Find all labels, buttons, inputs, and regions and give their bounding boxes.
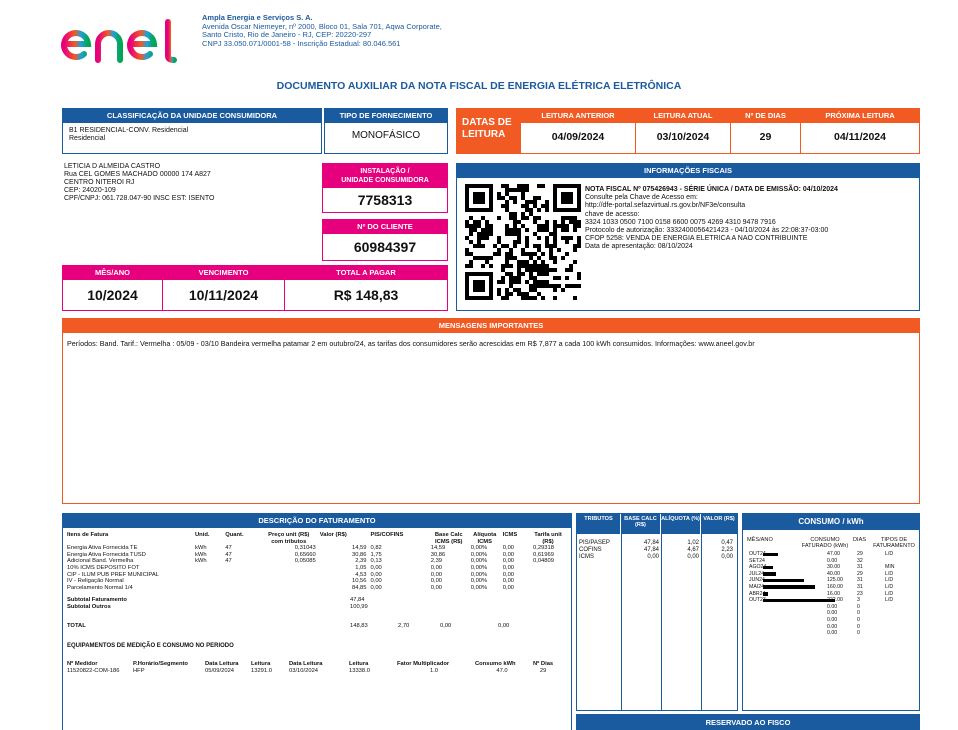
col-base-icms: Base Calc ICMS (R$) xyxy=(434,532,463,545)
due-date-value: 10/11/2024 xyxy=(188,287,259,303)
consumption-row xyxy=(743,624,919,631)
invoice-table-header xyxy=(65,532,565,545)
subtotal-billing-value: 47,84 xyxy=(350,597,365,604)
consumption-kwh: 222.00 xyxy=(827,597,843,604)
consumption-row xyxy=(743,558,919,565)
table-cell: 14,59 xyxy=(351,545,367,552)
equip-col-reading2: Leitura xyxy=(349,661,369,668)
due-date-label: VENCIMENTO xyxy=(163,266,284,280)
table-cell: 0,65660 xyxy=(294,551,316,558)
consumption-cols xyxy=(743,537,919,549)
table-cell: 0,00 xyxy=(370,584,382,591)
table-cell: 0,00 xyxy=(502,564,515,571)
consumption-body xyxy=(743,551,919,637)
previous-reading-value: 04/09/2024 xyxy=(551,131,605,143)
subtotal-others-value: 100,99 xyxy=(350,603,368,610)
consumption-kwh: 40.00 xyxy=(827,570,840,577)
company-info xyxy=(202,14,442,48)
table-row xyxy=(65,572,565,579)
table-cell xyxy=(531,565,565,572)
equip-reading2: 13338.0 xyxy=(349,667,370,674)
total-to-pay xyxy=(285,266,447,310)
tax-cell: ICMS xyxy=(579,554,594,560)
table-cell: 0,82 xyxy=(370,545,382,552)
current-reading-label: LEITURA ATUAL xyxy=(636,109,730,123)
table-cell: 0,00 xyxy=(502,545,515,552)
table-cell xyxy=(193,565,223,572)
fiscal-info-box xyxy=(456,163,920,311)
enel-logo xyxy=(60,16,190,64)
billing-month xyxy=(63,266,163,310)
classification-box xyxy=(62,108,322,154)
equip-reading1: 13291.0 xyxy=(251,667,272,674)
table-cell: 0,00 xyxy=(502,551,515,558)
billing-box xyxy=(62,265,448,311)
consumption-bar xyxy=(763,572,776,576)
table-cell: kWh xyxy=(195,551,207,558)
tax-col-value: VALOR (R$) xyxy=(703,516,735,522)
consumption-days: 29 xyxy=(857,570,863,577)
equip-col-days: Nº Dias xyxy=(533,661,554,668)
consumption-kwh: 0.00 xyxy=(827,616,838,623)
consumption-kwh: 0.00 xyxy=(827,623,838,630)
table-cell: 0,00 xyxy=(502,558,515,565)
equip-col-consumption: Consumo kWh xyxy=(475,661,516,668)
consumption-kwh: 125.00 xyxy=(827,577,843,584)
table-cell: Parcelamento Normal 1/4 xyxy=(67,584,133,591)
consumption-row xyxy=(743,551,919,558)
consumption-days: 29 xyxy=(857,551,863,557)
subtotal-others-label: Subtotal Outros xyxy=(67,603,111,610)
tax-cell: 0,47 xyxy=(721,540,733,546)
client-box xyxy=(322,219,448,261)
consumption-days: 23 xyxy=(857,590,863,597)
table-cell: Adicional Band. Vermelha xyxy=(67,558,134,565)
fiscal-info-header: INFORMAÇÕES FISCAIS xyxy=(457,164,919,178)
subtotal-others-row xyxy=(65,604,565,611)
customer-document: CPF/CNPJ: 061.728.047-90 INSC EST: ISENTO xyxy=(64,195,215,202)
table-cell xyxy=(260,572,318,579)
consumption-month: AGO24 xyxy=(749,564,767,571)
customer-cep: CEP: 24020-109 xyxy=(64,187,116,194)
table-cell: 1,05 xyxy=(355,564,367,571)
equipment-row xyxy=(65,668,555,675)
consumption-days: 0 xyxy=(857,623,860,630)
tax-col-name: TRIBUTOS xyxy=(577,514,621,534)
consumption-col-days: DIAS xyxy=(853,537,867,543)
tax-cell: COFINS xyxy=(579,547,602,553)
fiscal-access-key: 3324 1033 0500 7100 0158 6600 0075 4269 4310 9478 7916 xyxy=(585,218,776,226)
table-cell xyxy=(531,585,565,592)
invoice-total-icms: 0,00 xyxy=(498,622,510,629)
table-cell: 47 xyxy=(225,545,232,552)
table-cell: 0,29318 xyxy=(533,545,554,552)
table-cell xyxy=(193,585,223,592)
tax-col-rate: ALÍQUOTA (%) xyxy=(661,514,701,534)
invoice-total-base: 0,00 xyxy=(440,622,452,629)
supply-type-value: MONOFÁSICO xyxy=(351,130,421,141)
client-header: Nº DO CLIENTE xyxy=(323,220,447,234)
equip-date2: 03/10/2024 xyxy=(289,667,319,674)
consumption-kwh: 0.00 xyxy=(827,557,838,564)
consumption-row xyxy=(743,630,919,637)
consumption-row xyxy=(743,610,919,617)
table-cell: Energia Ativa Fornecida TUSD xyxy=(67,551,146,558)
supply-type-header: TIPO DE FORNECIMENTO xyxy=(325,109,447,123)
table-cell: 0,00 xyxy=(430,584,443,591)
equip-col-reading1: Leitura xyxy=(251,661,271,668)
consumption-days: 31 xyxy=(857,583,863,590)
customer-street: Rua CEL GOMES MACHADO 00000 174 A827 xyxy=(64,171,211,178)
table-cell xyxy=(223,578,260,585)
tax-cell: 2,23 xyxy=(721,547,733,553)
consumption-kwh: 16.00 xyxy=(827,590,840,597)
consumption-days: 31 xyxy=(857,564,863,571)
table-cell: 0,00% xyxy=(470,571,488,578)
equip-col-segment: P.Horário/Segmento xyxy=(133,661,188,668)
col-unit: Unid. xyxy=(195,532,210,538)
col-unit-price: Preço unit (R$) com tributos xyxy=(268,532,310,545)
tax-cell: 0,00 xyxy=(687,554,699,560)
reading-label-1: DATAS DE xyxy=(462,117,512,128)
classification-header: CLASSIFICAÇÃO DA UNIDADE CONSUMIDORA xyxy=(63,109,321,123)
messages-text: Períodos: Band. Tarif.: Vermelha : 05/09 - 03/10 Bandeira vermelha patamar 2 em outubro/24, as tarifas dos consumidores serão acrescidas em R$ 7,877 a cada 100 kWh consumidos. Informações: www.aneel.gov.br xyxy=(67,339,755,348)
table-cell xyxy=(260,565,318,572)
table-cell: 30,86 xyxy=(430,551,446,558)
equip-col-factor: Fator Multiplicador xyxy=(397,661,450,668)
messages-header: MENSAGENS IMPORTANTES xyxy=(63,319,919,333)
reserved-box xyxy=(576,714,920,730)
table-cell: 0,04809 xyxy=(533,558,554,565)
table-cell: 47 xyxy=(225,551,232,558)
equip-col-date1: Data Leitura xyxy=(205,661,239,668)
consumption-days: 0 xyxy=(857,616,860,623)
customer-name: LETICIA D ALMEIDA CASTRO xyxy=(64,163,161,170)
table-cell xyxy=(193,572,223,579)
consumption-type: MIN xyxy=(885,564,895,571)
invoice-total-row xyxy=(65,623,565,630)
table-cell xyxy=(260,585,318,592)
consumption-col-kwh: CONSUMO FATURADO (kWh) xyxy=(801,537,849,549)
col-pis-cofins: PIS/COFINS xyxy=(370,532,404,538)
table-cell: 0,13 xyxy=(370,558,382,565)
table-cell: 0,00 xyxy=(502,578,515,585)
table-cell: 0,00 xyxy=(430,571,443,578)
invoice-total-pis: 2,70 xyxy=(398,622,410,629)
subtotal-billing-label: Subtotal Faturamento xyxy=(67,597,127,604)
tax-cell: 0,00 xyxy=(647,554,659,560)
current-reading xyxy=(636,109,731,153)
table-cell: 0,00% xyxy=(470,584,488,591)
consumption-days: 0 xyxy=(857,630,860,637)
col-items: Itens de Fatura xyxy=(67,532,109,538)
table-cell: IV - Religação Normal xyxy=(67,578,124,585)
total-to-pay-label: TOTAL A PAGAR xyxy=(285,266,447,280)
fiscal-line-3: chave de acesso: xyxy=(585,210,640,218)
table-cell: kWh xyxy=(195,558,207,565)
messages-box xyxy=(62,318,920,504)
installation-label-2: UNIDADE CONSUMIDORA xyxy=(341,177,429,184)
consumption-kwh: 47.00 xyxy=(827,551,840,557)
total-to-pay-value: R$ 148,83 xyxy=(333,287,399,303)
col-tariff: Tarifa unit (R$) xyxy=(534,532,562,545)
fiscal-presentation-date: Data de apresentação: 08/10/2024 xyxy=(585,243,693,251)
table-cell: 84,85 xyxy=(351,584,367,591)
consumption-bar xyxy=(763,599,835,603)
invoice-total xyxy=(65,623,565,630)
classification-line-1: B1 RESIDENCIAL-CONV. Residencial xyxy=(69,127,189,134)
table-cell: 2,39 xyxy=(355,558,367,565)
consumption-month: JUN24 xyxy=(749,577,765,584)
table-cell xyxy=(223,585,260,592)
table-cell: 0,00 xyxy=(430,564,443,571)
consumption-bar xyxy=(763,579,804,583)
invoice-table xyxy=(65,532,565,591)
tax-cell: 47,84 xyxy=(643,540,659,546)
consumption-month: ABR24 xyxy=(749,590,766,597)
invoice-total-label: TOTAL xyxy=(67,622,86,629)
billing-month-value: 10/2024 xyxy=(87,287,138,303)
col-qty: Quant. xyxy=(225,532,244,538)
table-cell: 14,59 xyxy=(430,545,446,552)
fiscal-title: NOTA FISCAL Nº 075426943 - SÉRIE ÚNICA / DATA DE EMISSÃO: 04/10/2024 xyxy=(585,186,838,193)
days-count xyxy=(731,109,801,153)
table-cell xyxy=(531,578,565,585)
billing-month-label: MÊS/ANO xyxy=(63,266,162,280)
company-cnpj: CNPJ 33.050.071/0001-58 - Inscrição Estadual: 80.046.561 xyxy=(202,38,401,48)
equip-date1: 05/09/2024 xyxy=(205,667,235,674)
reading-dates-label xyxy=(456,108,520,154)
consumption-row xyxy=(743,584,919,591)
table-cell: 0,00 xyxy=(502,571,515,578)
consumption-type: L/D xyxy=(885,570,894,577)
equipment-table xyxy=(65,661,555,674)
consumption-month: MAI24 xyxy=(749,583,764,590)
table-cell: 47 xyxy=(225,558,232,565)
table-cell: 0,61969 xyxy=(533,551,554,558)
consumption-type: L/D xyxy=(885,590,894,597)
next-reading-value: 04/11/2024 xyxy=(834,131,886,143)
consumption-type: L/D xyxy=(885,597,894,604)
table-cell: 0,00 xyxy=(370,564,382,571)
tax-divider xyxy=(661,534,662,710)
table-cell xyxy=(260,578,318,585)
taxes-body xyxy=(577,534,737,710)
consumption-kwh: 0.00 xyxy=(827,610,838,617)
table-cell: 0,00% xyxy=(470,545,488,552)
installation-header xyxy=(323,164,447,188)
equipment-header xyxy=(65,661,555,668)
col-icms: ICMS xyxy=(502,532,518,538)
table-cell: 2,39 xyxy=(430,558,443,565)
customer-info xyxy=(64,163,214,203)
consumption-row xyxy=(743,597,919,604)
tax-cell: 4,67 xyxy=(687,547,699,553)
consumption-month: OUT23 xyxy=(749,597,766,604)
tax-cell: 47,84 xyxy=(643,547,659,553)
consumption-type: L/D xyxy=(885,577,894,584)
table-cell: Energia Ativa Fornecida TE xyxy=(67,545,138,552)
installation-box xyxy=(322,163,448,213)
table-row xyxy=(65,552,565,559)
table-cell xyxy=(193,578,223,585)
consumption-days: 31 xyxy=(857,577,863,584)
invoice-subtotals xyxy=(65,597,565,610)
subtotal-billing-row xyxy=(65,597,565,604)
tax-divider xyxy=(701,534,702,710)
invoice-header: DESCRIÇÃO DO FATURAMENTO xyxy=(63,514,571,528)
equip-consumption: 47.0 xyxy=(496,667,508,674)
table-cell: CIP - ILUM PUB PREF MUNICIPAL xyxy=(67,571,159,578)
table-cell: 0,00% xyxy=(470,564,488,571)
equip-col-meter: Nº Medidor xyxy=(67,661,98,668)
consumption-row xyxy=(743,564,919,571)
consumption-days: 0 xyxy=(857,603,860,610)
table-cell: 1,75 xyxy=(370,551,382,558)
fiscal-cfop: CFOP 5258: VENDA DE ENERGIA ELETRICA A NAO CONTRIBUINTE xyxy=(585,235,808,243)
table-cell: 0,00% xyxy=(470,551,488,558)
table-row xyxy=(65,585,565,592)
company-name: Ampla Energia e Serviços S. A. xyxy=(202,13,313,22)
days-count-value: 29 xyxy=(759,131,772,143)
consumption-row xyxy=(743,604,919,611)
table-cell xyxy=(531,572,565,579)
document-title: DOCUMENTO AUXILIAR DA NOTA FISCAL DE ENERGIA ELÉTRICA ELETRÔNICA xyxy=(276,80,682,92)
consumption-kwh: 0.00 xyxy=(827,603,838,610)
table-cell: 0,00 xyxy=(370,571,382,578)
next-reading xyxy=(801,109,919,153)
invoice-total-value: 148,83 xyxy=(350,622,368,629)
consumption-kwh: 160.00 xyxy=(827,583,843,590)
current-reading-value: 03/10/2024 xyxy=(656,131,710,143)
reserved-header: RESERVADO AO FISCO xyxy=(577,715,919,730)
invoice-box xyxy=(62,513,572,730)
table-cell xyxy=(223,565,260,572)
days-count-label: Nº DE DIAS xyxy=(731,109,800,123)
consumption-box xyxy=(742,513,920,711)
tax-divider xyxy=(621,534,622,710)
due-date xyxy=(163,266,285,310)
tax-cell: 0,00 xyxy=(721,554,733,560)
col-value: Valor (R$) xyxy=(319,532,347,538)
reading-label-2: LEITURA xyxy=(462,129,506,140)
consumption-month: JUL24 xyxy=(749,570,764,577)
next-reading-label: PRÓXIMA LEITURA xyxy=(801,109,919,123)
reading-dates-table xyxy=(520,108,920,154)
table-cell xyxy=(223,572,260,579)
table-row xyxy=(65,565,565,572)
qr-code xyxy=(465,184,581,300)
table-cell: 0,00 xyxy=(430,578,443,585)
client-number: 60984397 xyxy=(353,239,417,255)
previous-reading xyxy=(521,109,636,153)
consumption-header: CONSUMO / kWh xyxy=(743,514,919,530)
consumption-row xyxy=(743,577,919,584)
consumption-col-month: MÊS/ANO xyxy=(747,537,773,543)
consumption-month: OUT24 xyxy=(749,551,766,557)
table-cell: 10,56 xyxy=(351,578,367,585)
table-cell: 0,00% xyxy=(470,558,488,565)
consumption-days: 3 xyxy=(857,597,860,604)
table-cell: kWh xyxy=(195,545,207,552)
table-cell: 0,31043 xyxy=(294,545,316,552)
consumption-kwh: 0.00 xyxy=(827,630,838,637)
consumption-row xyxy=(743,617,919,624)
tax-cell: PIS/PASEP xyxy=(579,540,610,546)
table-cell: 4,53 xyxy=(355,571,367,578)
consumption-row xyxy=(743,591,919,598)
table-cell: 10% ICMS DEPOSITO FOT xyxy=(67,564,140,571)
consumption-month: SET24 xyxy=(749,557,765,564)
consumption-days: 0 xyxy=(857,610,860,617)
consumption-type: L/D xyxy=(885,551,894,557)
table-cell: 30,86 xyxy=(351,551,367,558)
table-row xyxy=(65,545,565,552)
classification-line-2: Residencial xyxy=(69,135,106,143)
company-address-2: Santo Cristo, Rio de Janeiro - RJ, CEP: 20220-297 xyxy=(202,30,372,40)
consumption-days: 32 xyxy=(857,557,863,564)
equipment-title: EQUIPAMENTOS DE MEDIÇÃO E CONSUMO NO PERIODO xyxy=(67,643,234,650)
customer-district: CENTRO NITEROI RJ xyxy=(64,179,135,186)
table-row xyxy=(65,578,565,585)
equip-meter: 11520822-COM-186 xyxy=(67,667,120,674)
tax-cell: 1,02 xyxy=(687,540,699,546)
company-address-1: Avenida Oscar Niemeyer, nº 2000, Bloco 01, Sala 701, Aqwa Corporate, xyxy=(202,21,442,31)
taxes-header xyxy=(577,514,737,534)
equip-days: 29 xyxy=(539,667,547,674)
table-cell: 0,05085 xyxy=(294,558,316,565)
table-cell: 0,00 xyxy=(502,584,515,591)
installation-label-1: INSTALAÇÃO / xyxy=(360,168,410,175)
fiscal-protocol: Protocolo de autorização: 3332400056421423 - 04/10/2024 às 22:08:37-03:00 xyxy=(585,227,829,235)
equip-col-date2: Data Leitura xyxy=(289,661,323,668)
consumption-bar xyxy=(763,585,815,589)
table-cell: 0,00% xyxy=(470,578,488,585)
table-row xyxy=(65,558,565,565)
previous-reading-label: LEITURA ANTERIOR xyxy=(521,109,635,123)
col-aliquota: Alíquota ICMS xyxy=(473,532,497,545)
equip-segment: HFP xyxy=(133,667,145,674)
taxes-box xyxy=(576,513,738,711)
equip-factor: 1.0 xyxy=(429,667,439,674)
fiscal-line-2: http://dfe-portal.sefazvirtual.rs.gov.br/NF3e/consulta xyxy=(585,202,746,210)
tax-col-base: BASE CALC (R$) xyxy=(621,514,661,534)
consumption-col-type: TIPOS DE FATURAMENTO xyxy=(873,537,915,549)
table-cell: 0,00 xyxy=(370,578,382,585)
consumption-type: L/D xyxy=(885,583,894,590)
supply-type-box xyxy=(324,108,448,154)
fiscal-line-1: Consulte pela Chave de Acesso em: xyxy=(585,194,698,202)
consumption-kwh: 30.00 xyxy=(827,564,840,571)
installation-number: 7758313 xyxy=(357,192,413,208)
consumption-row xyxy=(743,571,919,578)
